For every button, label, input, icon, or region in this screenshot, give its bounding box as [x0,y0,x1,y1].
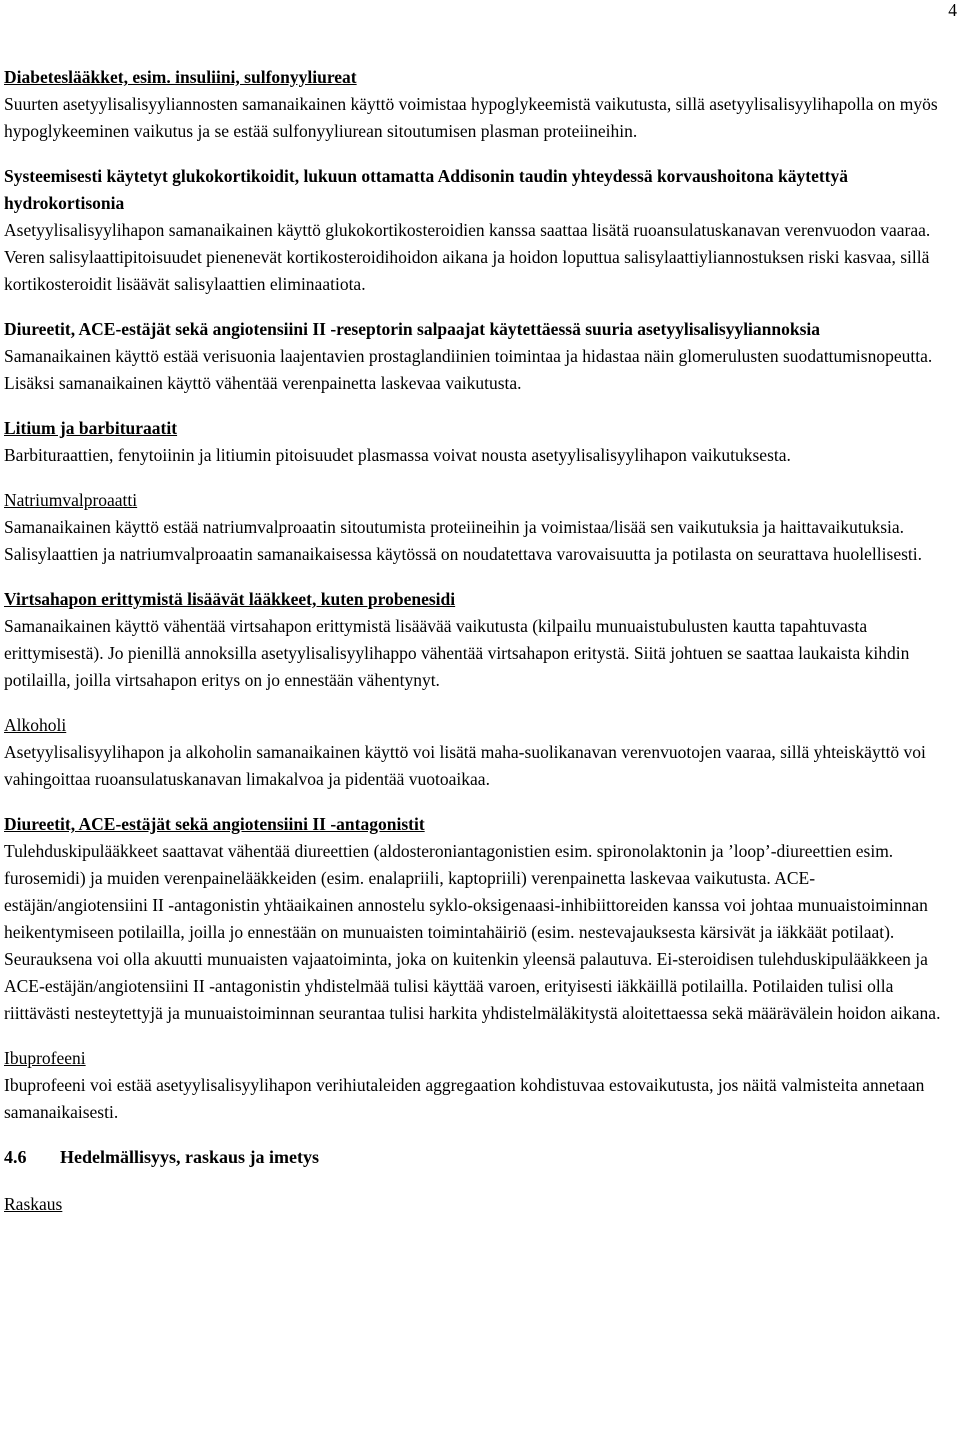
section-heading: Diabeteslääkket, esim. insuliini, sulfonyyliureat [4,67,357,87]
pregnancy-heading: Raskaus [4,1194,63,1214]
subsection-heading [4,1144,956,1171]
section-diuretics-antagonists [4,811,956,1027]
section-heading: Alkoholi [4,715,67,735]
section-text: Tulehduskipulääkkeet saattavat vähentää diureettien (aldosteroniantagonistien esim. spironolaktonin ja ’loop’-diureettien esim. furosemidi) ja muiden verenpainelääkkeiden (esim. enalapriili, kaptopriili) verenpainetta laskevaa vaikutusta. ACE-estäjän/angiotensiini II -antagonistin yhtäaikainen annostelu syklo-oksigenaasi-inhibiittoreiden kanssa voi johtaa munuaistoiminnan heikentymiseen potilailla, joilla jo ennestään on munuaisten toimintahäiriö (esim. nestevajauksesta kärsivät ja iäkkäät potilaat). Seurauksena voi olla akuutti munuaisten vajaatoiminta, joka on kuitenkin yleensä palautuva. Ei-steroidisen tulehduskipulääkkeen ja ACE-estäjän/angiotensiini II -antagonistin yhdistelmää tulisi käyttää varoen, erityisesti iäkkäillä potilailla. Potilaiden tulisi olla riittävästi nesteytettyjä ja munuaistoiminnan seurantaa tulisi harkita yhdistelmäläkitystä aloitettaessa sekä määrävälein hoidon aikana. [4,841,941,1023]
subsection-title: Hedelmällisyys, raskaus ja imetys [60,1147,319,1167]
page-number: 4 [948,0,957,20]
section-text: Ibuprofeeni voi estää asetyylisalisyylihapon verihiutaleiden aggregaation kohdistuvaa estovaikutusta, jos näitä valmisteita annetaan samanaikaisesti. [4,1075,925,1122]
section-heading: Diureetit, ACE-estäjät sekä angiotensiini II -antagonistit [4,814,425,834]
section-glucocorticoids [4,163,956,298]
section-lithium [4,415,956,469]
section-text: Samanaikainen käyttö estää natriumvalproaatin sitoutumista proteiineihin ja voimistaa/lisää sen vaikutuksia ja haittavaikutuksia. Salisylaattien ja natriumvalproaatin samanaikaisessa käytössä on noudatettava varovaisuutta ja potilasta on seurattava huolellisesti. [4,517,922,564]
section-text: Samanaikainen käyttö estää verisuonia laajentavien prostaglandiinien toimintaa ja hidastaa näin glomerulusten suodattumisnopeutta. Lisäksi samanaikainen käyttö vähentää verenpainetta laskevaa vaikutusta. [4,346,933,393]
section-uricosurics [4,586,956,694]
subsection-number: 4.6 [4,1147,27,1167]
section-text: Suurten asetyylisalisyyliannosten samanaikainen käyttö voimistaa hypoglykeemistä vaikutusta, sillä asetyylisalisyylihapolla on myös hypoglykeeminen vaikutus ja se estää sulfonyyliurean sitoutumisen plasman proteiineihin. [4,94,938,141]
section-heading: Litium ja barbituraatit [4,418,178,438]
section-heading: Ibuprofeeni [4,1048,86,1068]
section-text: Asetyylisalisyylihapon samanaikainen käyttö glukokortikosteroidien kanssa saattaa lisätä ruoansulatuskanavan verenvuodon vaaraa. Veren salisylaattipitoisuudet pienenevät kortikosteroidihoidon aikana ja hoidon loputtua salisylaattiyliannostuksen riski kasvaa, sillä kortikosteroidit lisäävät salisylaattien eliminaatiota. [4,220,931,294]
section-heading: Virtsahapon erittymistä lisäävät lääkkeet, kuten probenesidi [4,589,456,609]
section-heading: Diureetit, ACE-estäjät sekä angiotensiini II -reseptorin salpaajat käytettäessä suuria asetyylisalisyyliannoksia [4,319,821,339]
section-diuretics-high-dose [4,316,956,397]
section-alcohol [4,712,956,793]
section-text: Samanaikainen käyttö vähentää virtsahapon erittymistä lisäävää vaikutusta (kilpailu munuaistubulusten kautta tapahtuvasta erittymisestä). Jo pienillä annoksilla asetyylisalisyylihappo vähentää virtsahapon eritystä. Siitä johtuen se saattaa laukaista kihdin potilailla, joilla virtsahapon eritys on jo ennestään vähentynyt. [4,616,910,690]
section-heading: Systeemisesti käytetyt glukokortikoidit, lukuun ottamatta Addisonin taudin yhteydessä korvaushoitona käytettyä hydrokortisonia [4,166,849,213]
document-body [4,64,956,1218]
section-text: Asetyylisalisyylihapon ja alkoholin samanaikainen käyttö voi lisätä maha-suolikanavan verenvuotojen vaaraa, sillä yhteiskäyttö voi vahingoittaa ruoansulatuskanavan limakalvoa ja pidentää vuotoaikaa. [4,742,926,789]
section-ibuprofen [4,1045,956,1126]
section-text: Barbituraattien, fenytoiinin ja litiumin pitoisuudet plasmassa voivat nousta asetyylisalisyylihapon vaikutuksesta. [4,445,791,465]
section-diabetes [4,64,956,145]
section-heading: Natriumvalproaatti [4,490,138,510]
section-valproate [4,487,956,568]
